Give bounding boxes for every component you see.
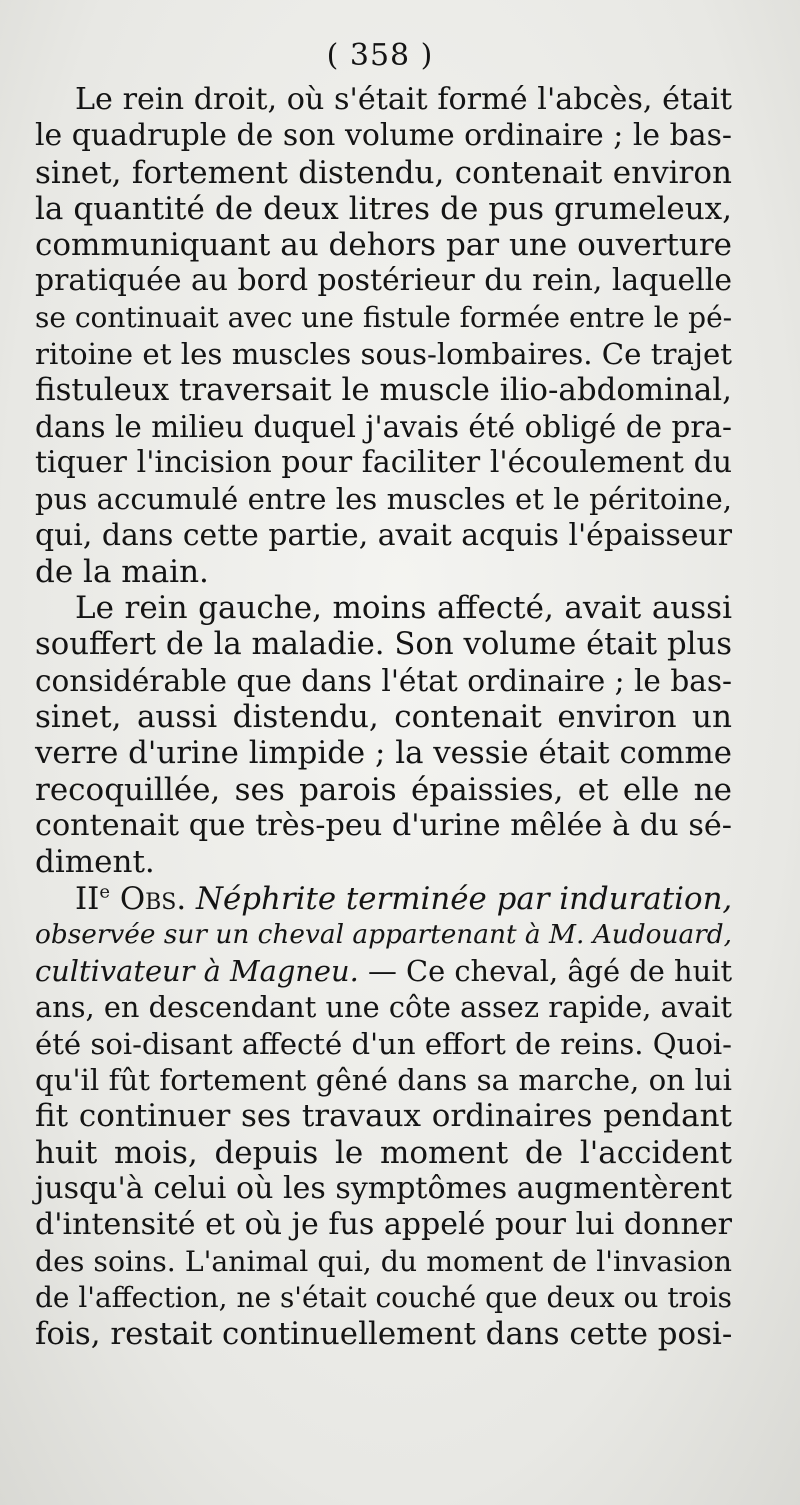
text-line: pratiquée au bord postérieur du rein, laquelle <box>35 263 733 299</box>
text-line: verre d'urine limpide ; la vessie était comme <box>35 735 732 772</box>
text-line: se continuait avec une fistule formée entre le pé- <box>35 300 733 334</box>
text-line: été soi-disant affecté d'un effort de reins. Quoi- <box>35 1026 732 1061</box>
text-line: contenait que très-peu d'urine mêlée à du sé- <box>35 807 732 843</box>
obs-number-sup: e <box>99 881 111 903</box>
text-line: considérable que dans l'état ordinaire ; le bas- <box>35 663 732 698</box>
text-line: souffert de la maladie. Son volume était plus <box>35 626 732 663</box>
text-line: qu'il fût fortement gêné dans sa marche, on lui <box>35 1063 732 1098</box>
text-line: qui, dans cette partie, avait acquis l'épaisseur <box>35 517 732 553</box>
text-line: sinet, fortement distendu, contenait environ <box>35 154 732 191</box>
text-line: le quadruple de son volume ordinaire ; le bas- <box>35 118 732 154</box>
text-line: de l'affection, ne s'était couché que deux ou trois <box>35 1280 732 1314</box>
obs-title-1: Néphrite terminée par induration, <box>196 880 733 917</box>
text-line: sinet, aussi distendu, contenait environ un <box>35 699 732 736</box>
text-line: fit continuer ses travaux ordinaires pendant <box>35 1098 732 1135</box>
text-line: pus accumulé entre les muscles et le péritoine, <box>35 482 732 517</box>
paragraph-1 <box>35 82 732 590</box>
text-line: ans, en descendant une côte assez rapide, avait <box>35 990 732 1025</box>
text-line: fois, restait continuellement dans cette posi- <box>35 1316 733 1353</box>
observation-paragraph <box>35 881 732 1353</box>
text-line: communiquant au dehors par une ouverture <box>35 227 732 264</box>
observation-heading <box>35 881 732 917</box>
text-line: Le rein gauche, moins affecté, avait aussi <box>75 590 732 627</box>
text-line: diment. <box>35 844 155 881</box>
paragraph-2 <box>35 590 732 880</box>
obs-title-3-rest: — Ce cheval, âgé de huit <box>367 954 733 989</box>
text-line: jusqu'à celui où les symptômes augmentèrent <box>35 1170 732 1206</box>
text-line: d'intensité et où je fus appelé pour lui donner <box>35 1207 732 1243</box>
page-number: ( 358 ) <box>326 38 434 73</box>
text-line: la quantité de deux litres de pus grumeleux, <box>35 190 732 227</box>
text-line: recoquillée, ses parois épaissies, et elle ne <box>35 771 732 808</box>
text-line: ritoine et les muscles sous-lombaires. Ce trajet <box>35 337 732 372</box>
obs-title-3-italic: cultivateur à Magneu. <box>35 954 359 989</box>
text-line: de la main. <box>35 553 209 590</box>
obs-title-3 <box>35 953 732 989</box>
obs-number: II <box>75 880 100 917</box>
text-line: fistuleux traversait le muscle ilio-abdominal, <box>35 372 732 409</box>
text-line: des soins. L'animal qui, du moment de l'invasion <box>35 1244 732 1278</box>
text-line: Le rein droit, où s'était formé l'abcès, était <box>75 82 732 117</box>
text-line: dans le milieu duquel j'avais été obligé de pra- <box>35 409 732 444</box>
obs-title-2: observée sur un cheval appartenant à M. Audouard, <box>35 919 732 950</box>
body-text <box>35 82 732 1352</box>
obs-label: Obs. <box>119 880 187 917</box>
text-line: huit mois, depuis le moment de l'accident <box>35 1134 732 1171</box>
text-line: tiquer l'incision pour faciliter l'écoulement du <box>35 444 732 480</box>
